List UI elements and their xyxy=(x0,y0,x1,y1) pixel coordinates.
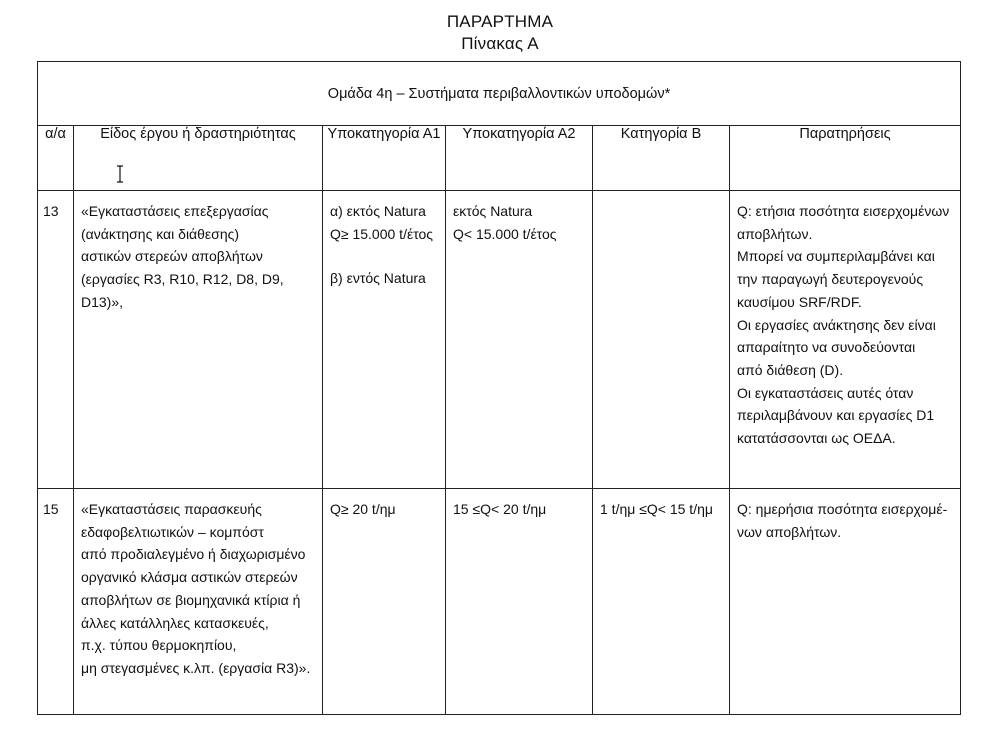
row-number-cell xyxy=(38,489,74,715)
a2-text: 15 ≤Q< 20 t/ημ xyxy=(453,501,547,517)
table-row xyxy=(38,191,961,489)
a1-text: Q≥ 20 t/ημ xyxy=(330,501,396,517)
column-header-activity: Είδος έργου ή δραστηριότητας xyxy=(74,126,323,191)
a1-cell xyxy=(323,191,446,489)
b-text: 1 t/ημ ≤Q< 15 t/ημ xyxy=(600,501,713,517)
column-header-notes: Παρατηρήσεις xyxy=(730,126,961,191)
activity-text: «Εγκαταστάσεις παρασκευής εδαφοβελτιωτικών – κομπόστ από προδιαλεγμένο ή διαχωρισμένο οργανικό κλάσμα αστικών στερεών αποβλήτων σε βιομηχανικά κτίρια ή άλλες κατάλληλες κατασκευές, π.χ. τύπου θερμοκηπίου, μη στεγασμένες κ.λπ. (εργασία R3)». xyxy=(81,501,311,676)
column-header-a2: Υποκατηγορία Α2 xyxy=(446,126,593,191)
activity-cell xyxy=(74,489,323,715)
text-cursor-icon xyxy=(115,165,125,183)
a1-text xyxy=(323,191,445,290)
page-subtitle: Πίνακας Α xyxy=(461,34,539,53)
group-heading: Ομάδα 4η – Συστήματα περιβαλλοντικών υποδομών* xyxy=(38,62,961,126)
a1-inside-natura: β) εντός Natura xyxy=(330,270,426,287)
annex-table xyxy=(37,61,961,715)
a2-cell xyxy=(446,191,593,489)
page-title: ΠΑΡΑΡΤΗΜΑ xyxy=(446,12,554,31)
a2-text: εκτός Natura Q< 15.000 t/έτος xyxy=(453,203,557,242)
column-header-b: Κατηγορία Β xyxy=(593,126,730,191)
row-number: 15 xyxy=(43,501,59,517)
notes-cell xyxy=(730,489,961,715)
activity-text: «Εγκαταστάσεις επεξεργασίας (ανάκτησης και διάθεσης) αστικών στερεών αποβλήτων (εργασίες R3, R10, R12, D8, D9, D13)», xyxy=(81,203,284,310)
column-header-row xyxy=(38,126,961,191)
a2-cell xyxy=(446,489,593,715)
notes-text: Q: ετήσια ποσότητα εισερχομένων αποβλήτων. Μπορεί να συμπεριλαμβάνει και την παραγωγή δευτερογενούς καυσίμου SRF/RDF. Οι εργασίες ανάκτησης δεν είναι απαραίτητο να συνοδεύονται από διάθεση (D). Οι εγκαταστάσεις αυτές όταν περιλαμβάνουν και εργασίες D1 κατατάσσονται ως ΟΕΔΑ. xyxy=(737,203,950,447)
group-heading-row xyxy=(38,62,961,126)
row-number-cell xyxy=(38,191,74,489)
table-row xyxy=(38,489,961,715)
column-header-number: α/α xyxy=(38,126,74,191)
a1-outside-natura: α) εκτός Natura Q≥ 15.000 t/έτος xyxy=(330,203,434,242)
b-text xyxy=(593,191,729,200)
notes-text: Q: ημερήσια ποσότητα εισερχομέ- νων αποβλήτων. xyxy=(737,501,948,540)
b-cell xyxy=(593,489,730,715)
b-cell xyxy=(593,191,730,489)
column-header-a1: Υποκατηγορία Α1 xyxy=(323,126,446,191)
a1-cell xyxy=(323,489,446,715)
activity-cell xyxy=(74,191,323,489)
notes-cell xyxy=(730,191,961,489)
row-number: 13 xyxy=(43,203,59,219)
